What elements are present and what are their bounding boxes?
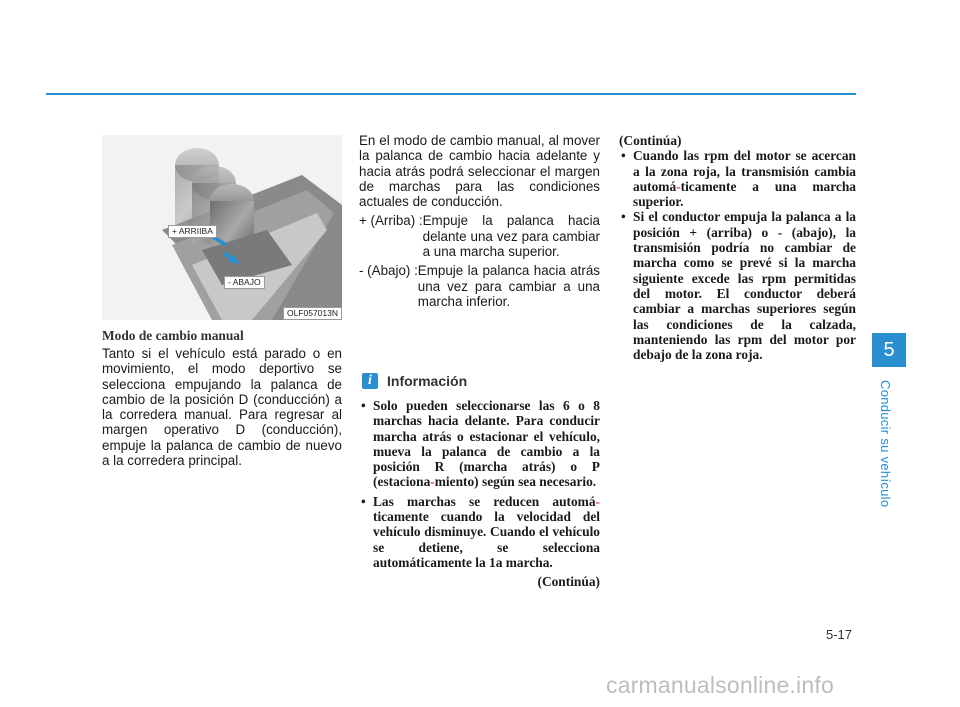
info-title: Información	[387, 373, 468, 389]
info-header	[362, 373, 467, 389]
chapter-title: Conducir su vehículo	[878, 380, 893, 508]
list-item: • Cuando las rpm del motor se acercan a la zona roja, la transmisión cambia automá-ticamente a una marcha superior.	[619, 148, 856, 209]
gear-shift-drawing	[102, 135, 342, 320]
chapter-number-tab: 5	[872, 333, 906, 367]
intro-paragraph: En el modo de cambio manual, al mover la palanca de cambio hacia adelante y hacia atrás podrá seleccionar el margen de marchas para las condiciones actuales de conducción.	[359, 133, 600, 210]
definition-body: Empuje la palanca hacia atrás una vez para cambiar a una marcha inferior.	[417, 263, 600, 309]
callout-up: + ARRIIBA	[168, 225, 217, 238]
continued-heading: (Continúa)	[619, 133, 682, 148]
page-number: 5-17	[826, 627, 853, 642]
column-3	[619, 133, 856, 366]
list-item: • Las marchas se reducen automá-ticamente cuando la velocidad del vehículo disminuye. Cuando el vehículo se detiene, se selecciona automáticamente la 1a marcha.	[359, 494, 600, 570]
definition-term: + (Arriba) :	[359, 213, 423, 229]
definition-body: Empuje la palanca hacia delante una vez para cambiar a una marcha superior.	[422, 213, 600, 260]
section-heading: Modo de cambio manual	[102, 328, 244, 343]
watermark: carmanualsonline.info	[606, 672, 834, 698]
callout-down: - ABAJO	[224, 276, 265, 289]
continued-label: (Continúa)	[537, 574, 600, 590]
gear-shift-illustration	[102, 135, 342, 320]
definition-up	[359, 213, 600, 259]
column-2	[359, 133, 600, 309]
definition-down	[359, 263, 600, 309]
figure-code: OLF057013N	[283, 307, 342, 320]
definition-term: - (Abajo) :	[359, 263, 418, 279]
info-icon: i	[362, 373, 378, 389]
top-divider	[46, 93, 856, 95]
list-item: • Solo pueden seleccionarse las 6 o 8 marchas hacia delante. Para conducir marcha atrás o estacionar el vehículo, mueva la palanca de cambio a la posición R (marcha atrás) o P (estaciona-miento) según sea necesario.	[359, 398, 600, 490]
manual-mode-paragraph: Tanto si el vehículo está parado o en movimiento, el modo deportivo se selecciona empujando la palanca de cambio de la posición D (conducción) a la corredera manual. Para regresar al margen operativo D (conducción), empuje la palanca de cambio de nuevo a la corredera principal.	[102, 346, 342, 469]
list-item: • Si el conductor empuja la palanca a la posición + (arriba) o - (abajo), la transmisión podría no cambiar de marcha como se prevé si la marcha siguiente excede las rpm permitidas del motor. El conductor deberá cambiar a marchas superiores según las condiciones de la calzada, manteniendo las rpm del motor por debajo de la zona roja.	[619, 209, 856, 362]
info-bullets	[359, 398, 600, 590]
